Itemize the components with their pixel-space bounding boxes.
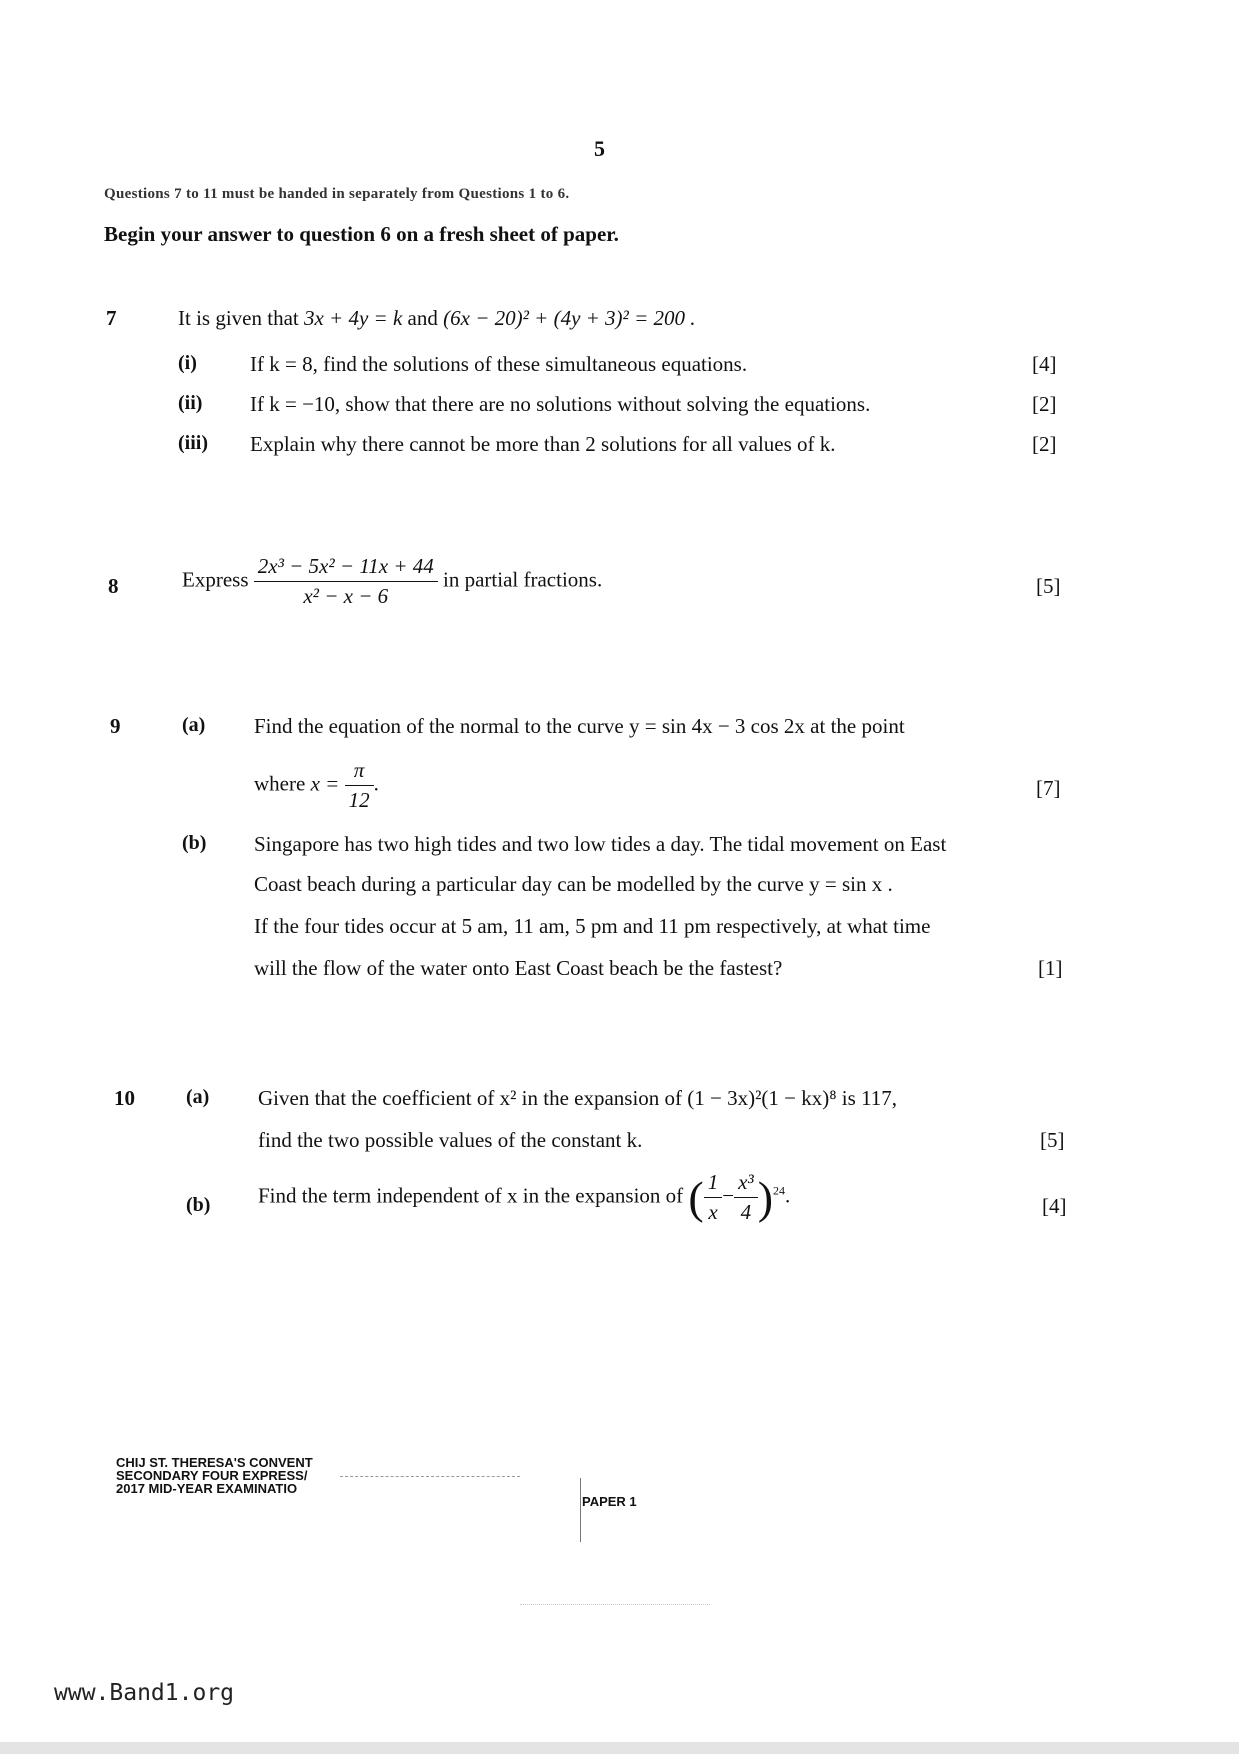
q9-part-b-line3: If the four tides occur at 5 am, 11 am, 5 pm and 11 pm respectively, at what time: [254, 914, 931, 938]
q10-part-b-marks: [4]: [1042, 1194, 1067, 1218]
q10-part-b-text: Find the term independent of x in the expansion of: [258, 1183, 684, 1208]
q9-part-b-marks: [1]: [1038, 956, 1063, 980]
footer-paper-label: PAPER 1: [582, 1494, 637, 1509]
q10-fraction-1: [704, 1170, 723, 1225]
q7-part-iii-text: Explain why there cannot be more than 2 solutions for all values of k.: [250, 432, 836, 456]
question-10-number: 10: [114, 1086, 135, 1110]
q8-marks: [5]: [1036, 574, 1061, 598]
separate-handing-notice: Questions 7 to 11 must be handed in separately from Questions 1 to 6.: [104, 186, 570, 202]
q10-f1-den: x: [708, 1200, 718, 1224]
scan-bottom-edge: [0, 1742, 1239, 1754]
q7-part-i-label: (i): [178, 352, 197, 374]
q7-part-ii-text: If k = −10, show that there are no solutions without solving the equations.: [250, 392, 871, 416]
question-8-number: 8: [108, 574, 119, 598]
q10-f1-num: 1: [704, 1170, 723, 1198]
q8-prefix: Express: [182, 567, 249, 592]
q9-part-b-line2: Coast beach during a particular day can be modelled by the curve y = sin x .: [254, 872, 893, 896]
fresh-sheet-instruction: Begin your answer to question 6 on a fresh sheet of paper.: [104, 222, 619, 246]
q9-pi-over-12: [345, 758, 374, 813]
q7-and: and: [407, 306, 438, 330]
q7-part-i-marks: [4]: [1032, 352, 1057, 376]
q9-part-a-line2: where x = $\frac{\pi}{12}$ .: [254, 758, 379, 812]
q9-x-equals: x =: [310, 771, 340, 796]
footer-line-1: CHIJ ST. THERESA'S CONVENT: [116, 1455, 313, 1470]
q10-part-a-label: (a): [186, 1086, 210, 1108]
q7-part-iii-label: (iii): [178, 432, 208, 454]
faint-scan-mark: [520, 1604, 710, 1605]
q10-power: 24: [773, 1183, 786, 1198]
school-footer: [116, 1456, 313, 1495]
q9-twelve: 12: [348, 788, 370, 812]
question-8-body: [182, 554, 602, 609]
left-parenthesis: (: [688, 1172, 704, 1223]
question-7-stem: [178, 306, 696, 331]
q10-part-a-marks: [5]: [1040, 1128, 1065, 1152]
q10-part-a-line1: Given that the coefficient of x² in the expansion of (1 − 3x)²(1 − kx)⁸ is 117,: [258, 1086, 898, 1110]
footer-line-2: SECONDARY FOUR EXPRESS/: [116, 1468, 308, 1483]
q8-fraction: [254, 554, 438, 609]
q10-f2-den: 4: [740, 1200, 752, 1224]
q9-pi: π: [345, 758, 374, 786]
q7-stem-prefix: It is given that: [178, 306, 299, 330]
question-7-number: 7: [106, 306, 117, 330]
q10-fraction-2: [734, 1170, 758, 1225]
q9-part-b-label: (b): [182, 832, 207, 854]
q9-part-a-marks: [7]: [1036, 776, 1061, 800]
q9-part-b-line1: Singapore has two high tides and two low tides a day. The tidal movement on East: [254, 832, 947, 856]
q10-part-b-label: (b): [186, 1194, 211, 1216]
q7-part-ii-label: (ii): [178, 392, 203, 414]
q9-where: where: [254, 771, 306, 796]
footer-vertical-divider: [580, 1478, 581, 1542]
footer-dashed-rule: [340, 1476, 520, 1477]
q7-equation-1: 3x + 4y = k: [303, 306, 403, 330]
q9-part-b-line4: will the flow of the water onto East Coast beach be the fastest?: [254, 956, 783, 980]
website-watermark: www.Band1.org: [54, 1680, 235, 1706]
page-number: 5: [594, 136, 605, 161]
q8-suffix: in partial fractions.: [443, 567, 603, 592]
right-parenthesis: ): [757, 1172, 774, 1223]
q10-minus: −: [722, 1183, 735, 1208]
q7-part-iii-marks: [2]: [1032, 432, 1057, 456]
q7-equation-2: (6x − 20)² + (4y + 3)² = 200 .: [443, 306, 696, 330]
question-9-number: 9: [110, 714, 121, 738]
q9-part-a-label: (a): [182, 714, 206, 736]
q10-f2-num: x³: [734, 1170, 758, 1198]
q10-part-b-body: Find the term independent of x in the expansion of ( $\frac{1}{x}$ − $\frac{\text{x³}}{4}$ )$^{24}$.: [258, 1170, 791, 1224]
q9-part-a-line1: Find the equation of the normal to the curve y = sin 4x − 3 cos 2x at the point: [254, 714, 905, 738]
q7-part-i-text: If k = 8, find the solutions of these simultaneous equations.: [250, 352, 748, 376]
q10-part-a-line2: find the two possible values of the constant k.: [258, 1128, 643, 1152]
q8-numerator: 2x³ − 5x² − 11x + 44: [254, 554, 438, 582]
q8-denominator: x² − x − 6: [303, 584, 389, 608]
footer-line-3: 2017 MID-YEAR EXAMINATIO: [116, 1481, 298, 1496]
q7-part-ii-marks: [2]: [1032, 392, 1057, 416]
